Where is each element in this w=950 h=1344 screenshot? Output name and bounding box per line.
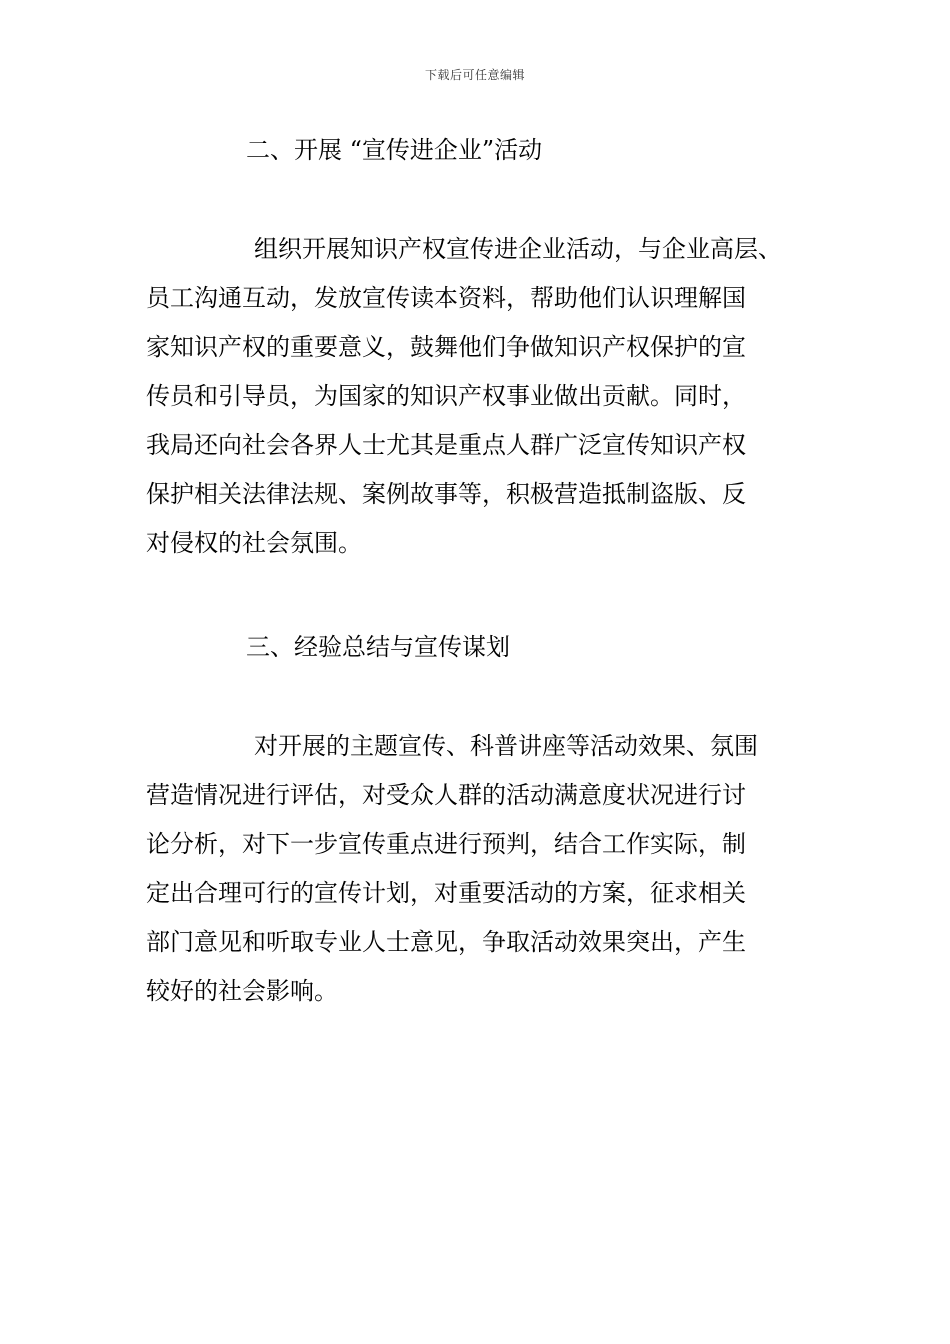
paragraph-line: 传员和引导员，为国家的知识产权事业做出贡献。同时， — [146, 382, 746, 410]
header-note: 下载后可任意编辑 — [424, 68, 525, 82]
paragraph-line: 组织开展知识产权宣传进企业活动，与企业高层、 — [254, 235, 782, 263]
paragraph-line: 定出合理可行的宣传计划，对重要活动的方案，征求相关 — [146, 879, 746, 907]
section-heading-3: 三、经验总结与宣传谋划 — [246, 633, 510, 661]
paragraph-line: 营造情况进行评估，对受众人群的活动满意度状况进行讨 — [146, 781, 746, 809]
paragraph-line: 保护相关法律法规、案例故事等，积极营造抵制盗版、反 — [146, 480, 746, 508]
paragraph-line: 我局还向社会各界人士尤其是重点人群广泛宣传知识产权 — [146, 431, 746, 459]
section-heading-2: 二、开展 “宣传进企业”活动 — [246, 136, 543, 164]
paragraph-line: 对侵权的社会氛围。 — [146, 529, 362, 557]
paragraph-line: 员工沟通互动，发放宣传读本资料，帮助他们认识理解国 — [146, 284, 746, 312]
paragraph-line: 论分析，对下一步宣传重点进行预判，结合工作实际，制 — [146, 830, 746, 858]
section-2-paragraph — [146, 225, 836, 568]
section-3-paragraph — [146, 722, 836, 1016]
paragraph-line: 家知识产权的重要意义，鼓舞他们争做知识产权保护的宣 — [146, 333, 746, 361]
paragraph-line: 对开展的主题宣传、科普讲座等活动效果、氛围 — [254, 732, 758, 760]
paragraph-line: 较好的社会影响。 — [146, 977, 338, 1005]
paragraph-line: 部门意见和听取专业人士意见，争取活动效果突出，产生 — [146, 928, 746, 956]
